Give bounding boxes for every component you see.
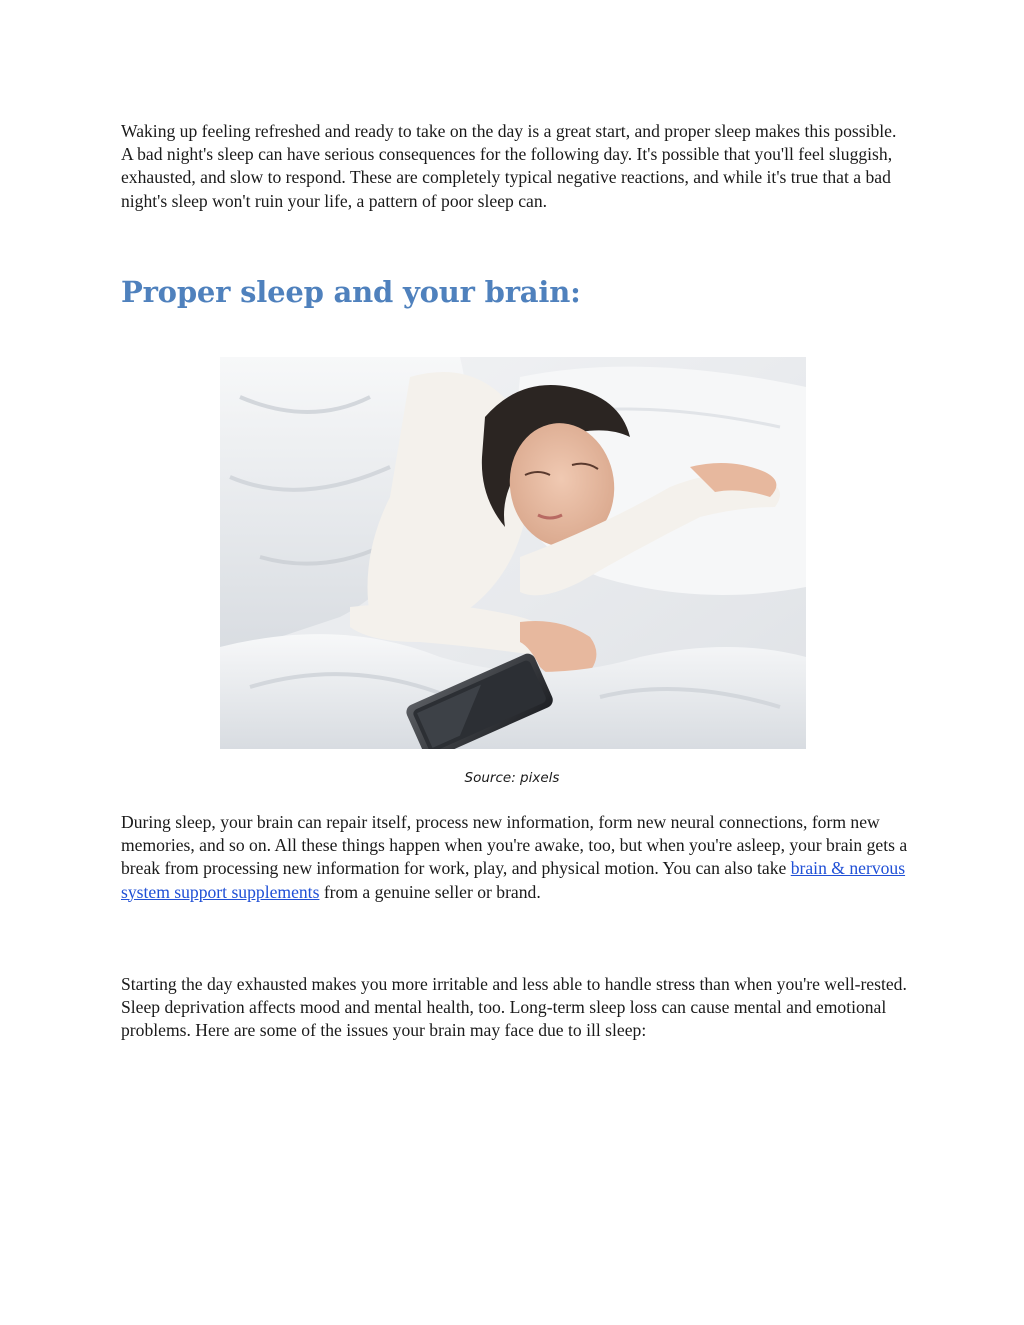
intro-paragraph: Waking up feeling refreshed and ready to take on the day is a great start, and proper sleep makes this possible. A bad night's sleep can have serious consequences for the following day. It's possible that you'll feel sluggish, exhausted, and slow to respond. These are completely typical negative reactions, and while it's true that a bad night's sleep won't ruin your life, a pattern of poor sleep can. [121,121,897,211]
sleeping-woman-photo [220,357,806,749]
paragraph-text: During sleep, your brain can repair itself, process new information, form new neural connections, form new memories, and so on. All these things happen when you're awake, too, but when you're asleep, your brain gets a break from processing new information for work, play, and physical motion. You can also take [121,812,908,879]
paragraph-text: from a genuine seller or brand. [319,881,541,902]
supplements-link[interactable]: brain & nervous system support supplements [121,858,906,902]
section-heading: Proper sleep and your brain: [121,275,581,309]
brain-repair-paragraph [121,811,911,904]
image-caption: Source: pixels [464,770,560,786]
sleep-deprivation-paragraph: Starting the day exhausted makes you more irritable and less able to handle stress than when you're well-rested. Sleep deprivation affects mood and mental health, too. Long-term sleep loss can cause mental and emotional problems. Here are some of the issues your brain may face due to ill sleep: [121,974,907,1041]
